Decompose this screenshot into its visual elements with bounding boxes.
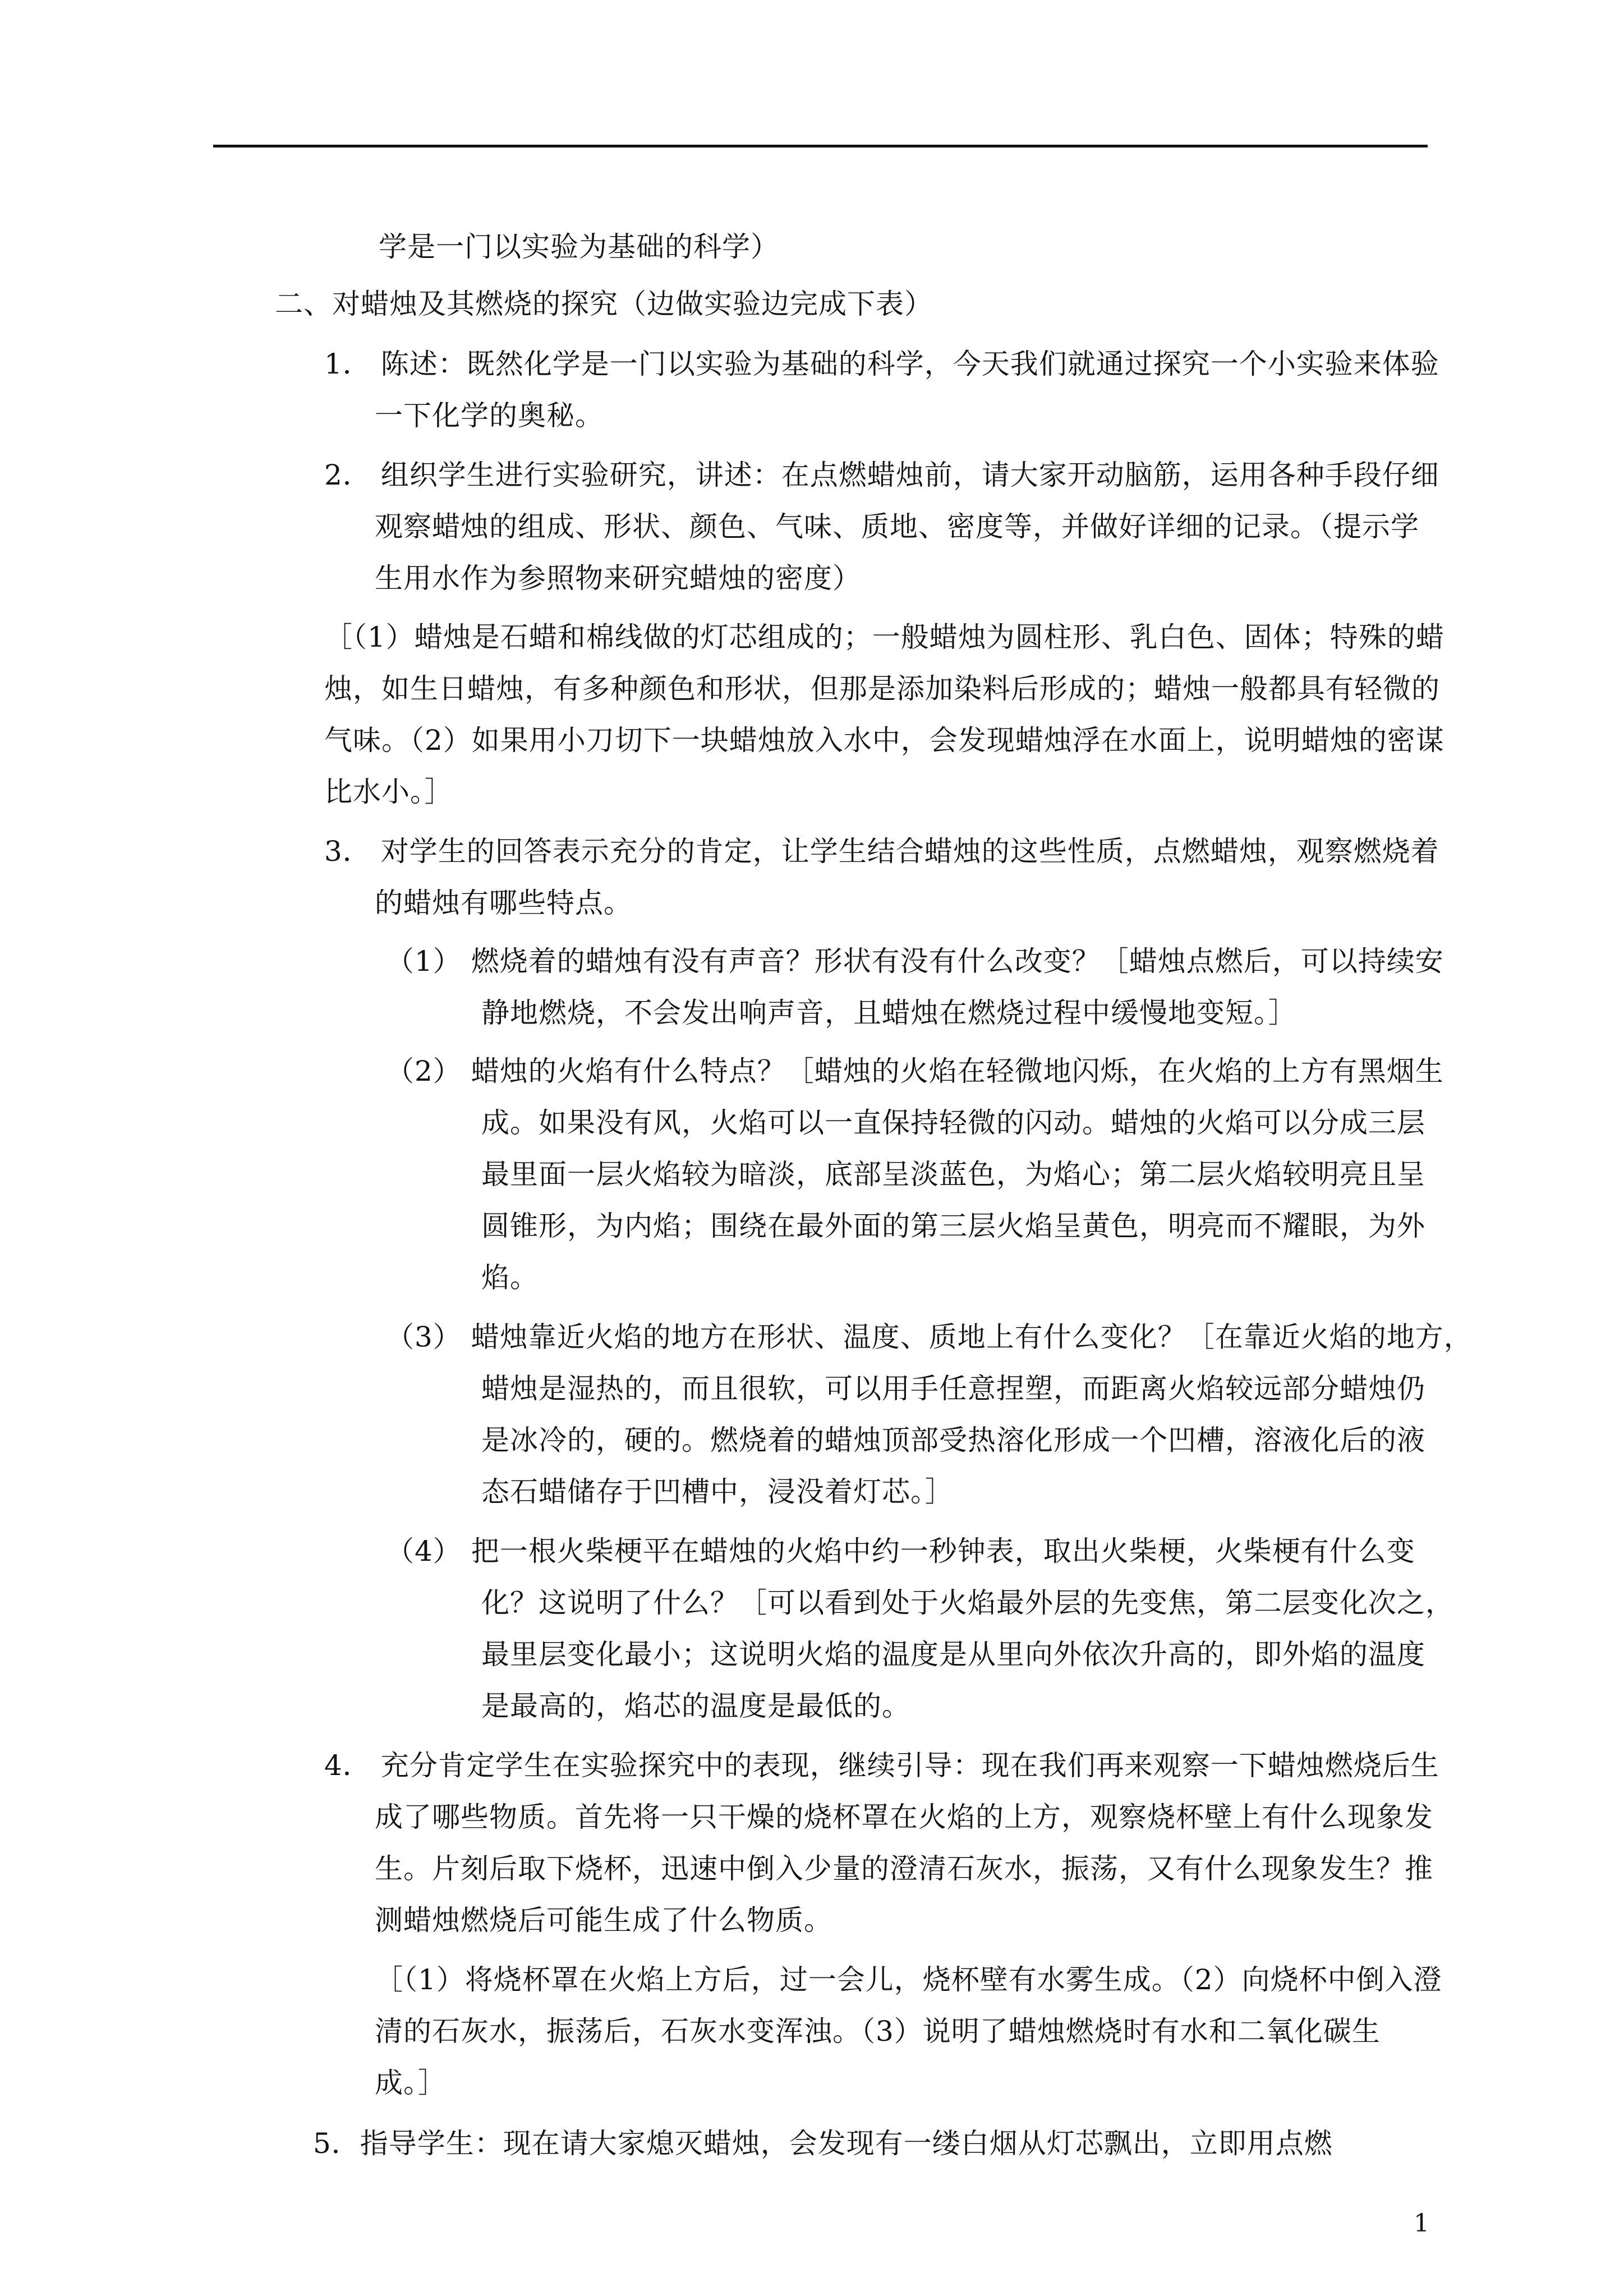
text-line: 是最高的，焰芯的温度是最低的。 (481, 1690, 910, 1722)
header-rule (213, 145, 1428, 147)
text-line: 最里层变化最小；这说明火焰的温度是从里向外依次升高的，即外焰的温度 (481, 1638, 1425, 1671)
text-line: 静地燃烧，不会发出响声音，且蜡烛在燃烧过程中缓慢地变短。］ (481, 997, 1297, 1029)
text-line: 1． 陈述：既然化学是一门以实验为基础的科学，今天我们就通过探究一个小实验来体验 (324, 348, 1439, 380)
text-line: 3． 对学生的回答表示充分的肯定，让学生结合蜡烛的这些性质，点燃蜡烛，观察燃烧着 (324, 835, 1439, 868)
text-line: 4． 充分肯定学生在实验探究中的表现，继续引导：现在我们再来观察一下蜡烛燃烧后生 (324, 1749, 1439, 1782)
text-line: 气味。（2）如果用小刀切下一块蜡烛放入水中，会发现蜡烛浮在水面上，说明蜡烛的密谋 (324, 724, 1444, 757)
text-line: 的蜡烛有哪些特点。 (375, 887, 632, 919)
text-line: 成。］ (375, 2067, 447, 2099)
text-line: （3） 蜡烛靠近火焰的地方在形状、温度、质地上有什么变化？［在靠近火焰的地方， (386, 1321, 1473, 1353)
text-line: （4） 把一根火柴梗平在蜡烛的火焰中约一秒钟表，取出火柴梗，火柴梗有什么变 (386, 1535, 1415, 1567)
text-line: 最里面一层火焰较为暗淡，底部呈淡蓝色，为焰心；第二层火焰较明亮且呈 (481, 1158, 1425, 1191)
section-heading: 二、对蜡烛及其燃烧的探究（边做实验边完成下表） (275, 288, 933, 320)
page-number: 1 (1414, 2209, 1429, 2238)
text-line: 学是一门以实验为基础的科学） (379, 230, 779, 263)
text-line: 是冰冷的，硬的。燃烧着的蜡烛顶部受热溶化形成一个凹槽，溶液化后的液 (481, 1424, 1425, 1456)
text-line: ［（1）蜡烛是石蜡和棉线做的灯芯组成的；一般蜡烛为圆柱形、乳白色、固体；特殊的蜡 (324, 621, 1444, 653)
text-line: 清的石灰水，振荡后，石灰水变浑浊。（3）说明了蜡烛燃烧时有水和二氧化碳生 (375, 2015, 1381, 2048)
text-line: 比水小。］ (324, 776, 453, 808)
text-line: 化？这说明了什么？［可以看到处于火焰最外层的先变焦，第二层变化次之， (481, 1587, 1454, 1619)
text-line: 5．指导学生：现在请大家熄灭蜡烛，会发现有一缕白烟从灯芯飘出，立即用点燃 (313, 2127, 1333, 2160)
text-line: ［（1）将烧杯罩在火焰上方后，过一会儿，烧杯壁有水雾生成。（2）向烧杯中倒入澄 (375, 1963, 1442, 1996)
text-line: 一下化学的奥秘。 (375, 399, 604, 432)
text-line: 观察蜡烛的组成、形状、颜色、气味、质地、密度等，并做好详细的记录。（提示学 (375, 510, 1419, 543)
text-line: 成。如果没有风，火焰可以一直保持轻微的闪动。蜡烛的火焰可以分成三层 (481, 1106, 1425, 1139)
text-line: 成了哪些物质。首先将一只干燥的烧杯罩在火焰的上方，观察烧杯壁上有什么现象发 (375, 1801, 1433, 1833)
text-line: （1） 燃烧着的蜡烛有没有声音？形状有没有什么改变？［蜡烛点燃后，可以持续安 (386, 945, 1444, 978)
text-line: 焰。 (481, 1261, 539, 1294)
text-line: 蜡烛是湿热的，而且很软，可以用手任意捏塑，而距离火焰较远部分蜡烛仍 (481, 1372, 1425, 1405)
text-line: 测蜡烛燃烧后可能生成了什么物质。 (375, 1904, 832, 1937)
text-line: 圆锥形，为内焰；围绕在最外面的第三层火焰呈黄色，明亮而不耀眼，为外 (481, 1210, 1425, 1242)
text-line: 生用水作为参照物来研究蜡烛的密度） (375, 562, 861, 594)
text-line: （2） 蜡烛的火焰有什么特点？［蜡烛的火焰在轻微地闪烁，在火焰的上方有黑烟生 (386, 1055, 1444, 1087)
text-line: 烛，如生日蜡烛，有多种颜色和形状，但那是添加染料后形成的；蜡烛一般都具有轻微的 (324, 672, 1440, 705)
text-line: 态石蜡储存于凹槽中，浸没着灯芯。］ (481, 1476, 954, 1508)
text-line: 2． 组织学生进行实验研究，讲述：在点燃蜡烛前，请大家开动脑筋，运用各种手段仔细 (324, 459, 1439, 491)
text-line: 生。片刻后取下烧杯，迅速中倒入少量的澄清石灰水，振荡，又有什么现象发生？推 (375, 1852, 1433, 1885)
